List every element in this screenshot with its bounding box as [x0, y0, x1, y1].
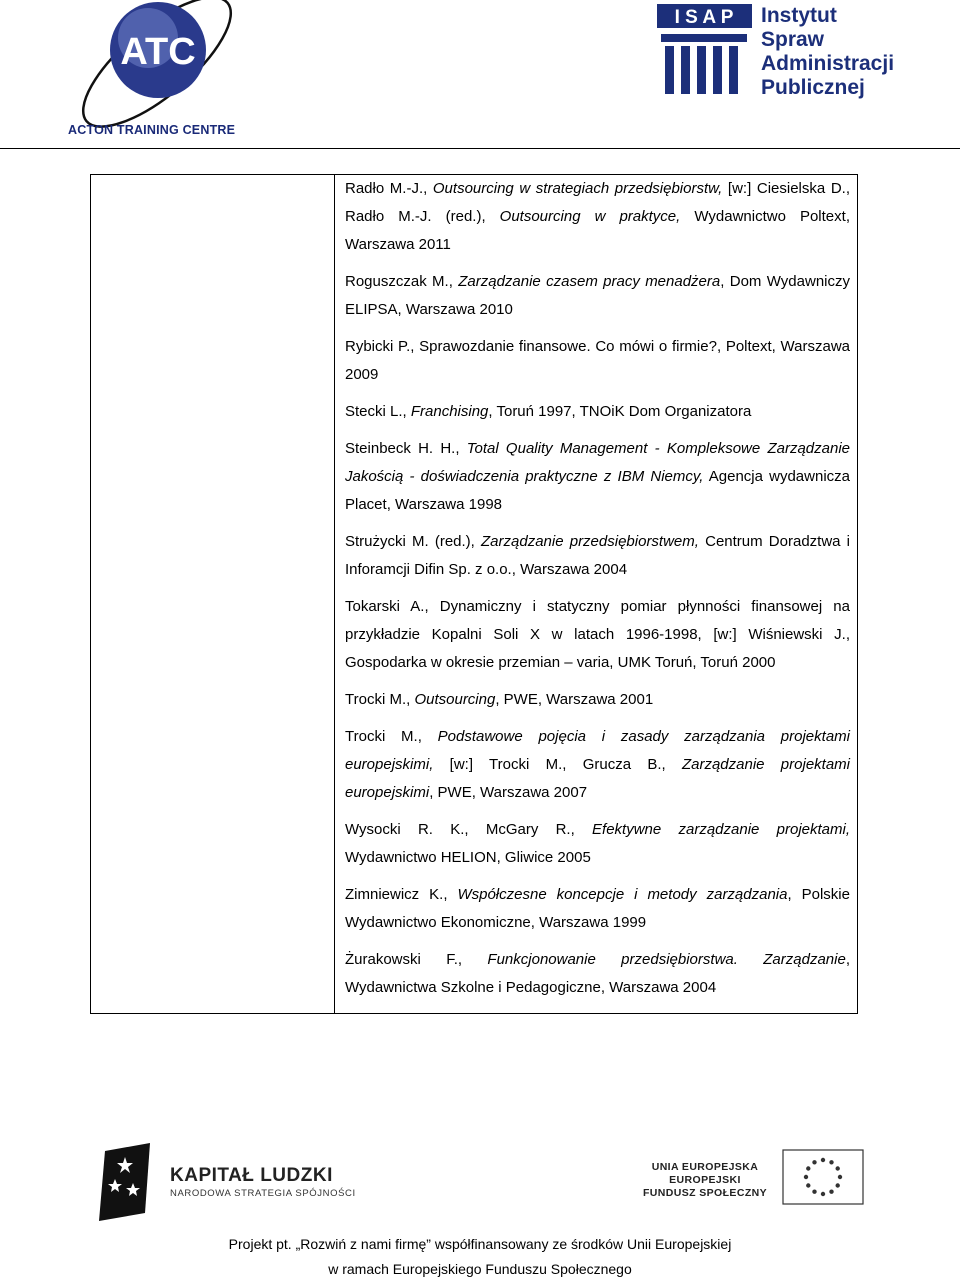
bibliography-entry: [345, 593, 850, 677]
eu-star-icon: [806, 1183, 810, 1187]
entry-text: , Polskie Wydawnictwo Ekonomiczne, Warszawa 1999: [345, 886, 850, 931]
entry-text: Tokarski A., Dynamiczny i statyczny pomiar płynności finansowej na przykładzie Kopalni Soli X w latach 1996-1998, [w:] Wiśniewski J., Gospodarka w okresie przemian – varia, UMK Toruń, Toruń 2000: [345, 598, 850, 671]
entry-title-italic: Outsourcing: [414, 691, 496, 708]
bibliography-entry: [345, 175, 850, 259]
entry-title-italic: Funkcjonowanie przedsiębiorstwa. Zarządzanie: [487, 951, 846, 968]
entry-text: , PWE, Warszawa 2001: [495, 691, 654, 708]
entry-text: Żurakowski F.,: [345, 951, 488, 968]
bibliography-entry: [345, 528, 850, 584]
eu-flag-icon: [782, 1149, 864, 1205]
entry-text: [w:] Ciesielska D., Radło M.-J. (red.),: [345, 180, 850, 225]
entry-title-italic: Podstawowe pojęcia i zasady zarządzania projektami europejskimi,: [345, 728, 850, 773]
footer-fund-line: w ramach Europejskiego Funduszu Społecznego: [328, 1261, 632, 1277]
kapital-ludzki-subtitle: NARODOWA STRATEGIA SPÓJNOŚCI: [170, 1188, 356, 1199]
entry-text: Roguszczak M.,: [345, 273, 459, 290]
isap-name-line: Publicznej: [761, 76, 865, 99]
bibliography-entry: [345, 816, 850, 872]
eu-star-icon: [821, 1192, 825, 1196]
isap-logo: [655, 2, 925, 102]
eu-label-line: UNIA EUROPEJSKA: [651, 1161, 759, 1173]
eu-star-icon: [812, 1190, 816, 1194]
isap-acronym: I S A P: [674, 7, 734, 28]
entry-title-italic: Zarządzanie projektami europejskimi: [345, 756, 850, 801]
entry-text: , Toruń 1997, TNOiK Dom Organizatora: [488, 403, 752, 420]
eu-star-icon: [836, 1183, 840, 1187]
eu-star-icon: [829, 1160, 833, 1164]
entry-text: Steinbeck H. H.,: [345, 440, 467, 457]
entry-text: Wydawnictwo Poltext, Warszawa 2011: [345, 208, 850, 253]
table-left-cell: [91, 175, 335, 1013]
footer-logos: [0, 1135, 960, 1225]
isap-name-line: Spraw: [761, 28, 825, 51]
footer-project-line: Projekt pt. „Rozwiń z nami firmę” współfinansowany ze środków Unii Europejskiej: [228, 1236, 732, 1252]
entry-text: [w:] Trocki M., Grucza B.,: [433, 756, 682, 773]
entry-text: Zimniewicz K.,: [345, 886, 458, 903]
entry-text: Agencja wydawnicza Placet, Warszawa 1998: [345, 468, 850, 513]
entry-text: Strużycki M. (red.),: [345, 533, 482, 550]
bibliography-table: [90, 174, 858, 1014]
bibliography-list: [345, 175, 850, 1011]
entry-text: Centrum Doradztwa i Inforamcji Difin Sp. z o.o., Warszawa 2004: [345, 533, 850, 578]
bibliography-entry: [345, 881, 850, 937]
page-header: [0, 0, 960, 150]
entry-text: Radło M.-J.,: [345, 180, 433, 197]
header-divider: [0, 148, 960, 149]
eu-label-line: FUNDUSZ SPOŁECZNY: [642, 1187, 768, 1199]
entry-text: Trocki M.,: [345, 728, 438, 745]
entry-title-italic: Outsourcing w praktyce,: [499, 208, 681, 225]
eu-star-icon: [838, 1175, 842, 1179]
kapital-ludzki-logo: [95, 1143, 155, 1221]
atc-logo: [62, 0, 252, 140]
entry-title-italic: Zarządzanie czasem pracy menadżera: [458, 273, 721, 290]
entry-title-italic: Współczesne koncepcje i metody zarządzania: [457, 886, 788, 903]
atc-logo-text: ATC: [120, 31, 196, 73]
bibliography-entry: [345, 686, 850, 714]
entry-text: Trocki M.,: [345, 691, 415, 708]
entry-title-italic: Efektywne zarządzanie projektami,: [592, 821, 850, 838]
eu-label-line: EUROPEJSKI: [669, 1174, 741, 1186]
bibliography-entry: [345, 946, 850, 1002]
bibliography-entry: [345, 435, 850, 519]
entry-text: Wydawnictwo HELION, Gliwice 2005: [345, 849, 591, 866]
eu-star-icon: [829, 1190, 833, 1194]
eu-star-icon: [812, 1160, 816, 1164]
bibliography-entry: [345, 723, 850, 807]
eu-label: [640, 1161, 770, 1200]
entry-title-italic: Franchising: [410, 403, 489, 420]
entry-text: , PWE, Warszawa 2007: [429, 784, 588, 801]
kapital-ludzki-title: KAPITAŁ LUDZKI: [170, 1165, 333, 1186]
eu-star-icon: [821, 1158, 825, 1162]
isap-name-line: Instytut: [761, 4, 837, 27]
eu-star-icon: [836, 1166, 840, 1170]
atc-caption: ACTON TRAINING CENTRE: [68, 123, 236, 137]
bibliography-entry: [345, 398, 850, 426]
entry-text: , Wydawnictwa Szkolne i Pedagogiczne, Warszawa 2004: [345, 951, 850, 996]
bibliography-entry: [345, 268, 850, 324]
entry-text: Rybicki P., Sprawozdanie finansowe. Co mówi o firmie?, Poltext, Warszawa 2009: [345, 338, 850, 383]
entry-title-italic: Zarządzanie przedsiębiorstwem,: [481, 533, 699, 550]
entry-text: Wysocki R. K., McGary R.,: [345, 821, 593, 838]
eu-star-icon: [806, 1166, 810, 1170]
isap-name-line: Administracji: [761, 52, 895, 75]
entry-title-italic: Total Quality Management - Kompleksowe Zarządzanie Jakością - doświadczenia praktyczne z IBM Niemcy,: [345, 440, 850, 485]
bibliography-entry: [345, 333, 850, 389]
entry-title-italic: Outsourcing w strategiach przedsiębiorstw,: [432, 180, 723, 197]
entry-text: Stecki L.,: [345, 403, 411, 420]
eu-star-icon: [804, 1175, 808, 1179]
entry-text: , Dom Wydawniczy ELIPSA, Warszawa 2010: [345, 273, 850, 318]
